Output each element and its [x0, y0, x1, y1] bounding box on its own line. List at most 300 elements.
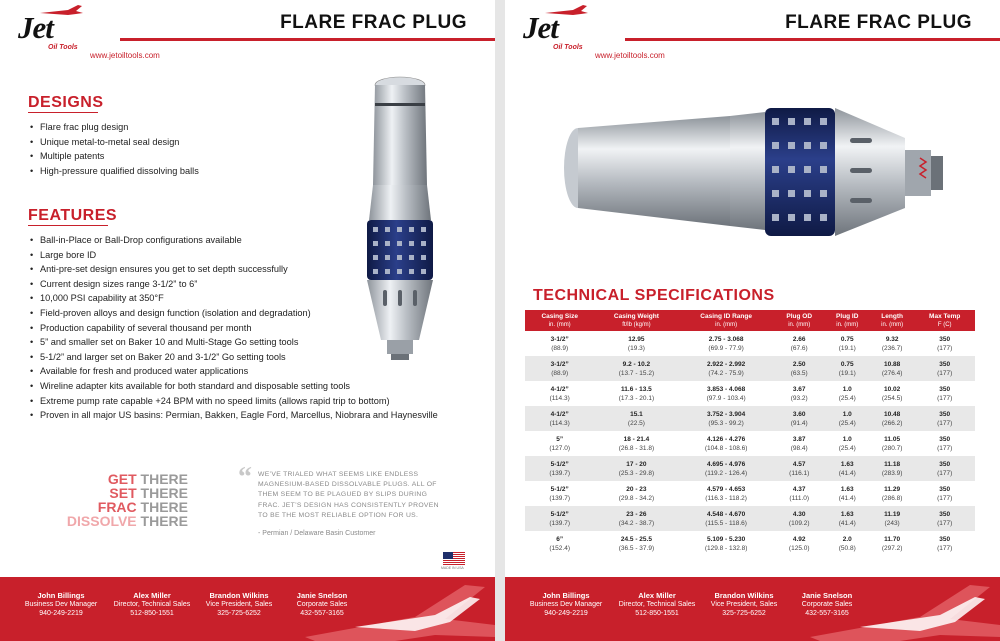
table-cell: [914, 481, 975, 506]
cell-value-metric: (104.8 - 108.6): [704, 444, 748, 452]
table-cell: [870, 331, 915, 356]
table-cell: [914, 456, 975, 481]
cell-value-metric: (177): [937, 369, 953, 377]
cell-value-metric: (17.3 - 20.1): [618, 394, 655, 402]
table-row: [525, 381, 975, 406]
table-cell: [914, 506, 975, 531]
cell-value-metric: (276.4): [881, 369, 903, 377]
contact-name: Janie Snelson: [296, 591, 348, 600]
airplane-graphic-icon: [295, 577, 495, 641]
tagline-line: [60, 472, 188, 486]
quote-mark-icon: “: [238, 462, 252, 493]
table-cell: [678, 506, 773, 531]
page-title: FLARE FRAC PLUG: [785, 12, 972, 33]
table-cell: [825, 456, 870, 481]
cell-value-imperial: 2.50: [792, 360, 806, 368]
features-list-item: • 10,000 PSI capability at 350°F: [30, 291, 438, 306]
table-cell: [594, 481, 678, 506]
website-link[interactable]: www.jetoiltools.com: [595, 51, 665, 60]
table-cell: [774, 431, 825, 456]
tagline-line: [60, 486, 188, 500]
cell-value-metric: (116.3 - 118.2): [705, 494, 747, 502]
tagline-there: THERE: [140, 499, 188, 515]
cell-value-metric: (139.7): [549, 469, 570, 477]
cell-value-metric: (63.5): [790, 369, 808, 377]
table-cell: [678, 456, 773, 481]
cell-value-imperial: 11.19: [884, 510, 901, 518]
table-row: [525, 356, 975, 381]
cell-value-metric: (243): [884, 519, 900, 527]
cell-value-imperial: 4.548 - 4.670: [706, 510, 746, 518]
cell-value-imperial: 24.5 - 25.5: [620, 535, 652, 543]
table-cell: [594, 356, 678, 381]
cell-value-imperial: 350: [939, 460, 951, 468]
frac-plug-horizontal-image: [560, 98, 950, 258]
cell-value-imperial: 4-1/2”: [550, 410, 569, 418]
table-header-row: [525, 310, 975, 331]
tagline-line: [60, 514, 188, 528]
cell-value-imperial: 4.37: [792, 485, 806, 493]
contact-footer: [505, 577, 1000, 641]
cell-value-imperial: 11.18: [884, 460, 901, 468]
table-row: [525, 331, 975, 356]
cell-value-imperial: 9.32: [885, 335, 899, 343]
contact-footer: [0, 577, 495, 641]
jet-logo[interactable]: [513, 4, 585, 54]
column-unit: in. (mm): [548, 322, 571, 328]
table-row: [525, 481, 975, 506]
column-label: Plug ID: [836, 313, 859, 320]
cell-value-metric: (22.5): [627, 419, 645, 427]
column-label: Casing ID Range: [700, 313, 752, 320]
table-cell: [870, 481, 915, 506]
cell-value-imperial: 10.88: [884, 360, 901, 368]
column-header: [525, 310, 594, 331]
features-list-item: • Ball-in-Place or Ball-Drop configurations available: [30, 233, 438, 248]
contact-phone[interactable]: 432-557-3165: [805, 610, 849, 617]
table-cell: [914, 356, 975, 381]
features-list-item: • 5-1/2” and larger set on Baker 20 and 3-1/2” Go setting tools: [30, 350, 438, 365]
logo-subtitle: Oil Tools: [553, 44, 583, 51]
column-header: [914, 310, 975, 331]
features-list-item: • 5” and smaller set on Baker 10 and Multi-Stage Go setting tools: [30, 335, 438, 350]
cell-value-imperial: 4.30: [792, 510, 806, 518]
logo-wordmark: Jet: [523, 10, 558, 45]
table-cell: [678, 406, 773, 431]
cell-value-imperial: 6”: [556, 535, 564, 543]
cell-value-imperial: 1.63: [840, 485, 854, 493]
features-underline: [28, 225, 108, 226]
contact-role: Vice President, Sales: [205, 601, 273, 608]
contact-name: Janie Snelson: [801, 591, 853, 600]
cell-value-imperial: 350: [939, 385, 951, 393]
cell-value-imperial: 350: [939, 360, 951, 368]
cell-value-imperial: 3.853 - 4.068: [706, 385, 746, 393]
cell-value-imperial: 350: [939, 335, 951, 343]
cell-value-metric: (127.0): [549, 444, 570, 452]
cell-value-imperial: 18 - 21.4: [623, 435, 650, 443]
column-unit: in. (mm): [788, 322, 811, 328]
contact-card: [198, 591, 280, 618]
cell-value-metric: (25.3 - 29.8): [618, 469, 655, 477]
cell-value-imperial: 10.48: [884, 410, 901, 418]
website-link[interactable]: www.jetoiltools.com: [90, 51, 160, 60]
table-cell: [825, 531, 870, 556]
cell-value-metric: (25.4): [838, 394, 856, 402]
features-list-item: • Large bore ID: [30, 248, 438, 263]
brochure-page-left: [0, 0, 495, 641]
table-cell: [525, 481, 594, 506]
cell-value-imperial: 0.75: [840, 360, 854, 368]
cell-value-imperial: 5-1/2”: [550, 485, 569, 493]
title-divider: [120, 38, 495, 41]
table-body: [525, 331, 975, 556]
cell-value-metric: (88.9): [551, 344, 569, 352]
column-label: Casing Size: [541, 313, 578, 320]
table-cell: [594, 456, 678, 481]
airplane-graphic-icon: [800, 577, 1000, 641]
cell-value-metric: (114.3): [549, 394, 570, 402]
table-cell: [870, 356, 915, 381]
contact-role: Vice President, Sales: [710, 601, 778, 608]
cell-value-metric: (91.4): [790, 419, 808, 427]
cell-value-metric: (88.9): [551, 369, 569, 377]
table-cell: [774, 456, 825, 481]
table-row: [525, 406, 975, 431]
cell-value-metric: (74.2 - 75.9): [708, 369, 744, 377]
cell-value-metric: (95.3 - 99.2): [708, 419, 744, 427]
cell-value-imperial: 3.87: [792, 435, 806, 443]
contact-name: John Billings: [542, 591, 590, 600]
cell-value-imperial: 4-1/2”: [550, 385, 569, 393]
tagline-keyword: FRAC: [97, 499, 137, 515]
table-cell: [594, 331, 678, 356]
cell-value-imperial: 12.95: [628, 335, 645, 343]
designs-list-item: • High-pressure qualified dissolving balls: [30, 164, 199, 179]
table-cell: [525, 456, 594, 481]
cell-value-metric: (67.6): [790, 344, 808, 352]
table-cell: [594, 531, 678, 556]
cell-value-metric: (69.9 - 77.9): [708, 344, 744, 352]
features-list-item: • Extreme pump rate capable +24 BPM with no speed limits (allows rapid trip to bottom): [30, 394, 438, 409]
jet-logo[interactable]: [8, 4, 80, 54]
cell-value-imperial: 11.6 - 13.5: [621, 385, 652, 393]
cell-value-metric: (34.2 - 38.7): [618, 519, 655, 527]
cell-value-metric: (177): [937, 519, 953, 527]
cell-value-metric: (111.0): [789, 494, 810, 502]
column-header: [870, 310, 915, 331]
cell-value-imperial: 1.0: [842, 410, 852, 418]
cell-value-metric: (177): [937, 344, 953, 352]
contact-role: Corporate Sales: [801, 601, 853, 608]
tagline-keyword: GET: [107, 471, 137, 487]
contact-role: Director, Technical Sales: [618, 601, 696, 608]
table-cell: [825, 356, 870, 381]
column-header: [774, 310, 825, 331]
us-flag-icon: [443, 552, 465, 565]
cell-value-metric: (177): [937, 494, 953, 502]
contact-phone[interactable]: 940-249-2219: [39, 610, 83, 617]
cell-value-metric: (297.2): [881, 544, 903, 552]
designs-heading: DESIGNS: [28, 94, 104, 111]
title-divider: [625, 38, 1000, 41]
table-cell: [914, 406, 975, 431]
table-cell: [678, 531, 773, 556]
table-row: [525, 506, 975, 531]
column-unit: in. (mm): [715, 322, 738, 328]
customer-quote: WE’VE TRIALED WHAT SEEMS LIKE ENDLESS MAGNESIUM-BASED DISSOLVABLE PLUGS. ALL OF THEM SEEM TO BE PLAGUED BY SLIPS DURING FRAC. JET’S DESIGN HAS CONSISTENTLY PROVEN TO BE THE MOST RELIABLE OPTION FOR US.: [258, 471, 439, 519]
cell-value-metric: (36.5 - 37.9): [618, 544, 655, 552]
features-list-item: • Proven in all major US basins: Permian, Bakken, Eagle Ford, Marcellus, Niobrara and Haynesville: [30, 408, 438, 423]
column-header: [678, 310, 773, 331]
cell-value-metric: (236.7): [881, 344, 903, 352]
cell-value-metric: (19.3): [627, 344, 645, 352]
table-cell: [678, 331, 773, 356]
cell-value-imperial: 4.695 - 4.976: [706, 460, 746, 468]
table-cell: [870, 531, 915, 556]
designs-list-item: • Multiple patents: [30, 149, 199, 164]
cell-value-metric: (177): [937, 544, 953, 552]
table-cell: [914, 331, 975, 356]
cell-value-imperial: 3.67: [792, 385, 806, 393]
designs-list: [30, 120, 199, 178]
cell-value-metric: (280.7): [881, 444, 903, 452]
tagline-keyword: DISSOLVE: [66, 513, 137, 529]
cell-value-imperial: 17 - 20: [626, 460, 647, 468]
table-cell: [678, 381, 773, 406]
cell-value-metric: (115.5 - 118.6): [705, 519, 747, 527]
tagline-there: THERE: [140, 471, 188, 487]
cell-value-metric: (19.1): [838, 344, 856, 352]
table-cell: [774, 531, 825, 556]
cell-value-imperial: 11.70: [884, 535, 901, 543]
tagline-there: THERE: [140, 513, 188, 529]
contact-phone[interactable]: 512-850-1551: [130, 610, 174, 617]
brochure-page-right: [505, 0, 1000, 641]
contact-phone[interactable]: 325-725-6252: [722, 610, 766, 617]
cell-value-imperial: 350: [939, 535, 951, 543]
cell-value-metric: (177): [937, 419, 953, 427]
made-in-usa-caption: MADE IN USA: [441, 566, 464, 570]
cell-value-imperial: 5”: [556, 435, 564, 443]
features-list-item: • Current design sizes range 3-1/2” to 6”: [30, 277, 438, 292]
contact-phone[interactable]: 940-249-2219: [544, 610, 588, 617]
contact-phone[interactable]: 512-850-1551: [635, 610, 679, 617]
table-cell: [525, 331, 594, 356]
cell-value-metric: (98.4): [790, 444, 808, 452]
table-cell: [825, 406, 870, 431]
features-heading: FEATURES: [28, 207, 118, 224]
table-cell: [594, 406, 678, 431]
designs-underline: [28, 112, 98, 113]
contact-card: [108, 591, 196, 618]
column-label: Casing Weight: [613, 313, 659, 320]
table-cell: [825, 381, 870, 406]
column-header: [594, 310, 678, 331]
tagline: [60, 472, 188, 528]
cell-value-imperial: 350: [939, 410, 951, 418]
column-unit: F (C): [937, 322, 952, 328]
cell-value-imperial: 23 - 26: [626, 510, 647, 518]
cell-value-metric: (177): [937, 469, 953, 477]
cell-value-imperial: 11.29: [884, 485, 901, 493]
cell-value-metric: (177): [937, 394, 953, 402]
column-label: Length: [881, 313, 903, 320]
cell-value-imperial: 3.60: [792, 410, 806, 418]
logo-wordmark: Jet: [18, 10, 53, 45]
contact-role: Business Dev Manager: [24, 601, 98, 608]
cell-value-imperial: 10.02: [884, 385, 901, 393]
features-list-item: • Production capability of several thousand per month: [30, 321, 438, 336]
table-cell: [678, 481, 773, 506]
features-list-item: • Wireline adapter kits available for both standard and disposable setting tools: [30, 379, 438, 394]
cell-value-metric: (116.1): [789, 469, 810, 477]
cell-value-metric: (152.4): [549, 544, 570, 552]
table-cell: [525, 406, 594, 431]
table-cell: [678, 356, 773, 381]
designs-list-item: • Unique metal-to-metal seal design: [30, 135, 199, 150]
table-cell: [825, 431, 870, 456]
column-unit: in. (mm): [836, 322, 859, 328]
table-cell: [594, 506, 678, 531]
column-header: [825, 310, 870, 331]
quote-attribution: - Permian / Delaware Basin Customer: [258, 530, 376, 537]
column-label: Max Temp: [929, 313, 961, 320]
table-cell: [825, 331, 870, 356]
contact-card: [613, 591, 701, 618]
cell-value-metric: (109.2): [788, 519, 810, 527]
tagline-line: [60, 500, 188, 514]
table-cell: [525, 431, 594, 456]
cell-value-metric: (129.8 - 132.8): [704, 544, 748, 552]
table-row: [525, 531, 975, 556]
table-row: [525, 456, 975, 481]
cell-value-imperial: 9.2 - 10.2: [622, 360, 651, 368]
cell-value-imperial: 3-1/2”: [550, 360, 569, 368]
cell-value-metric: (125.0): [788, 544, 810, 552]
features-list-item: • Available for fresh and produced water applications: [30, 364, 438, 379]
contact-role: Director, Technical Sales: [113, 601, 191, 608]
table-cell: [525, 506, 594, 531]
cell-value-metric: (97.9 - 103.4): [706, 394, 746, 402]
contact-phone[interactable]: 432-557-3165: [300, 610, 344, 617]
column-unit: ft/lb (kg/m): [622, 322, 651, 328]
table-cell: [870, 431, 915, 456]
contact-name: Brandon Wilkins: [714, 591, 774, 600]
table-cell: [825, 481, 870, 506]
cell-value-imperial: 2.922 - 2.992: [706, 360, 746, 368]
cell-value-metric: (29.8 - 34.2): [618, 494, 655, 502]
cell-value-imperial: 0.75: [840, 335, 854, 343]
cell-value-imperial: 5.109 - 5.230: [706, 535, 746, 543]
table-cell: [825, 506, 870, 531]
cell-value-imperial: 20 - 23: [626, 485, 647, 493]
contact-name: Brandon Wilkins: [209, 591, 269, 600]
cell-value-imperial: 350: [939, 510, 951, 518]
contact-name: John Billings: [37, 591, 85, 600]
cell-value-imperial: 5-1/2”: [550, 460, 569, 468]
page-title: FLARE FRAC PLUG: [280, 12, 467, 33]
table-cell: [678, 431, 773, 456]
column-label: Plug OD: [786, 313, 813, 320]
table-cell: [774, 331, 825, 356]
designs-list-item: • Flare frac plug design: [30, 120, 199, 135]
cell-value-imperial: 350: [939, 485, 951, 493]
cell-value-metric: (13.7 - 15.2): [618, 369, 655, 377]
cell-value-metric: (283.9): [881, 469, 903, 477]
tagline-there: THERE: [140, 485, 188, 501]
cell-value-metric: (286.8): [881, 494, 903, 502]
cell-value-metric: (139.7): [549, 494, 570, 502]
cell-value-imperial: 15.1: [630, 410, 643, 418]
table-cell: [525, 381, 594, 406]
cell-value-imperial: 4.579 - 4.653: [706, 485, 746, 493]
table-cell: [914, 431, 975, 456]
contact-role: Business Dev Manager: [529, 601, 603, 608]
cell-value-metric: (119.2 - 126.4): [705, 469, 748, 477]
technical-specifications-table: [525, 310, 975, 556]
cell-value-imperial: 1.63: [840, 510, 854, 518]
table-row: [525, 431, 975, 456]
specs-heading: TECHNICAL SPECIFICATIONS: [533, 287, 775, 304]
table-cell: [870, 506, 915, 531]
table-cell: [594, 431, 678, 456]
cell-value-metric: (41.4): [838, 494, 856, 502]
column-unit: in. (mm): [881, 322, 904, 328]
cell-value-metric: (25.4): [838, 419, 856, 427]
contact-phone[interactable]: 325-725-6252: [217, 610, 261, 617]
table-cell: [774, 356, 825, 381]
table-cell: [774, 406, 825, 431]
table-cell: [914, 531, 975, 556]
contact-card: [525, 591, 607, 618]
contact-name: Alex Miller: [638, 591, 676, 600]
cell-value-metric: (139.7): [549, 519, 570, 527]
frac-plug-vertical-image: [355, 75, 465, 365]
cell-value-metric: (26.8 - 31.8): [618, 444, 655, 452]
table-cell: [870, 456, 915, 481]
table-cell: [914, 381, 975, 406]
cell-value-imperial: 1.0: [842, 385, 852, 393]
table-cell: [525, 531, 594, 556]
table-cell: [774, 481, 825, 506]
cell-value-imperial: 2.0: [842, 535, 852, 543]
cell-value-metric: (114.3): [549, 419, 570, 427]
cell-value-metric: (254.5): [881, 394, 903, 402]
cell-value-imperial: 350: [939, 435, 951, 443]
cell-value-imperial: 4.126 - 4.276: [706, 435, 746, 443]
cell-value-imperial: 1.0: [842, 435, 852, 443]
table-cell: [774, 381, 825, 406]
cell-value-metric: (41.4): [838, 519, 856, 527]
cell-value-imperial: 4.57: [792, 460, 806, 468]
cell-value-metric: (19.1): [838, 369, 856, 377]
cell-value-metric: (266.2): [881, 419, 903, 427]
contact-name: Alex Miller: [133, 591, 171, 600]
cell-value-imperial: 3-1/2”: [550, 335, 569, 343]
logo-subtitle: Oil Tools: [48, 44, 78, 51]
table-cell: [870, 406, 915, 431]
features-list-item: • Anti-pre-set design ensures you get to set depth successfully: [30, 262, 438, 277]
table-cell: [594, 381, 678, 406]
cell-value-metric: (93.2): [790, 394, 808, 402]
contact-card: [703, 591, 785, 618]
cell-value-imperial: 3.752 - 3.904: [706, 410, 746, 418]
cell-value-imperial: 2.75 - 3.068: [708, 335, 744, 343]
cell-value-metric: (41.4): [838, 469, 856, 477]
cell-value-imperial: 4.92: [792, 535, 806, 543]
contact-role: Corporate Sales: [296, 601, 348, 608]
